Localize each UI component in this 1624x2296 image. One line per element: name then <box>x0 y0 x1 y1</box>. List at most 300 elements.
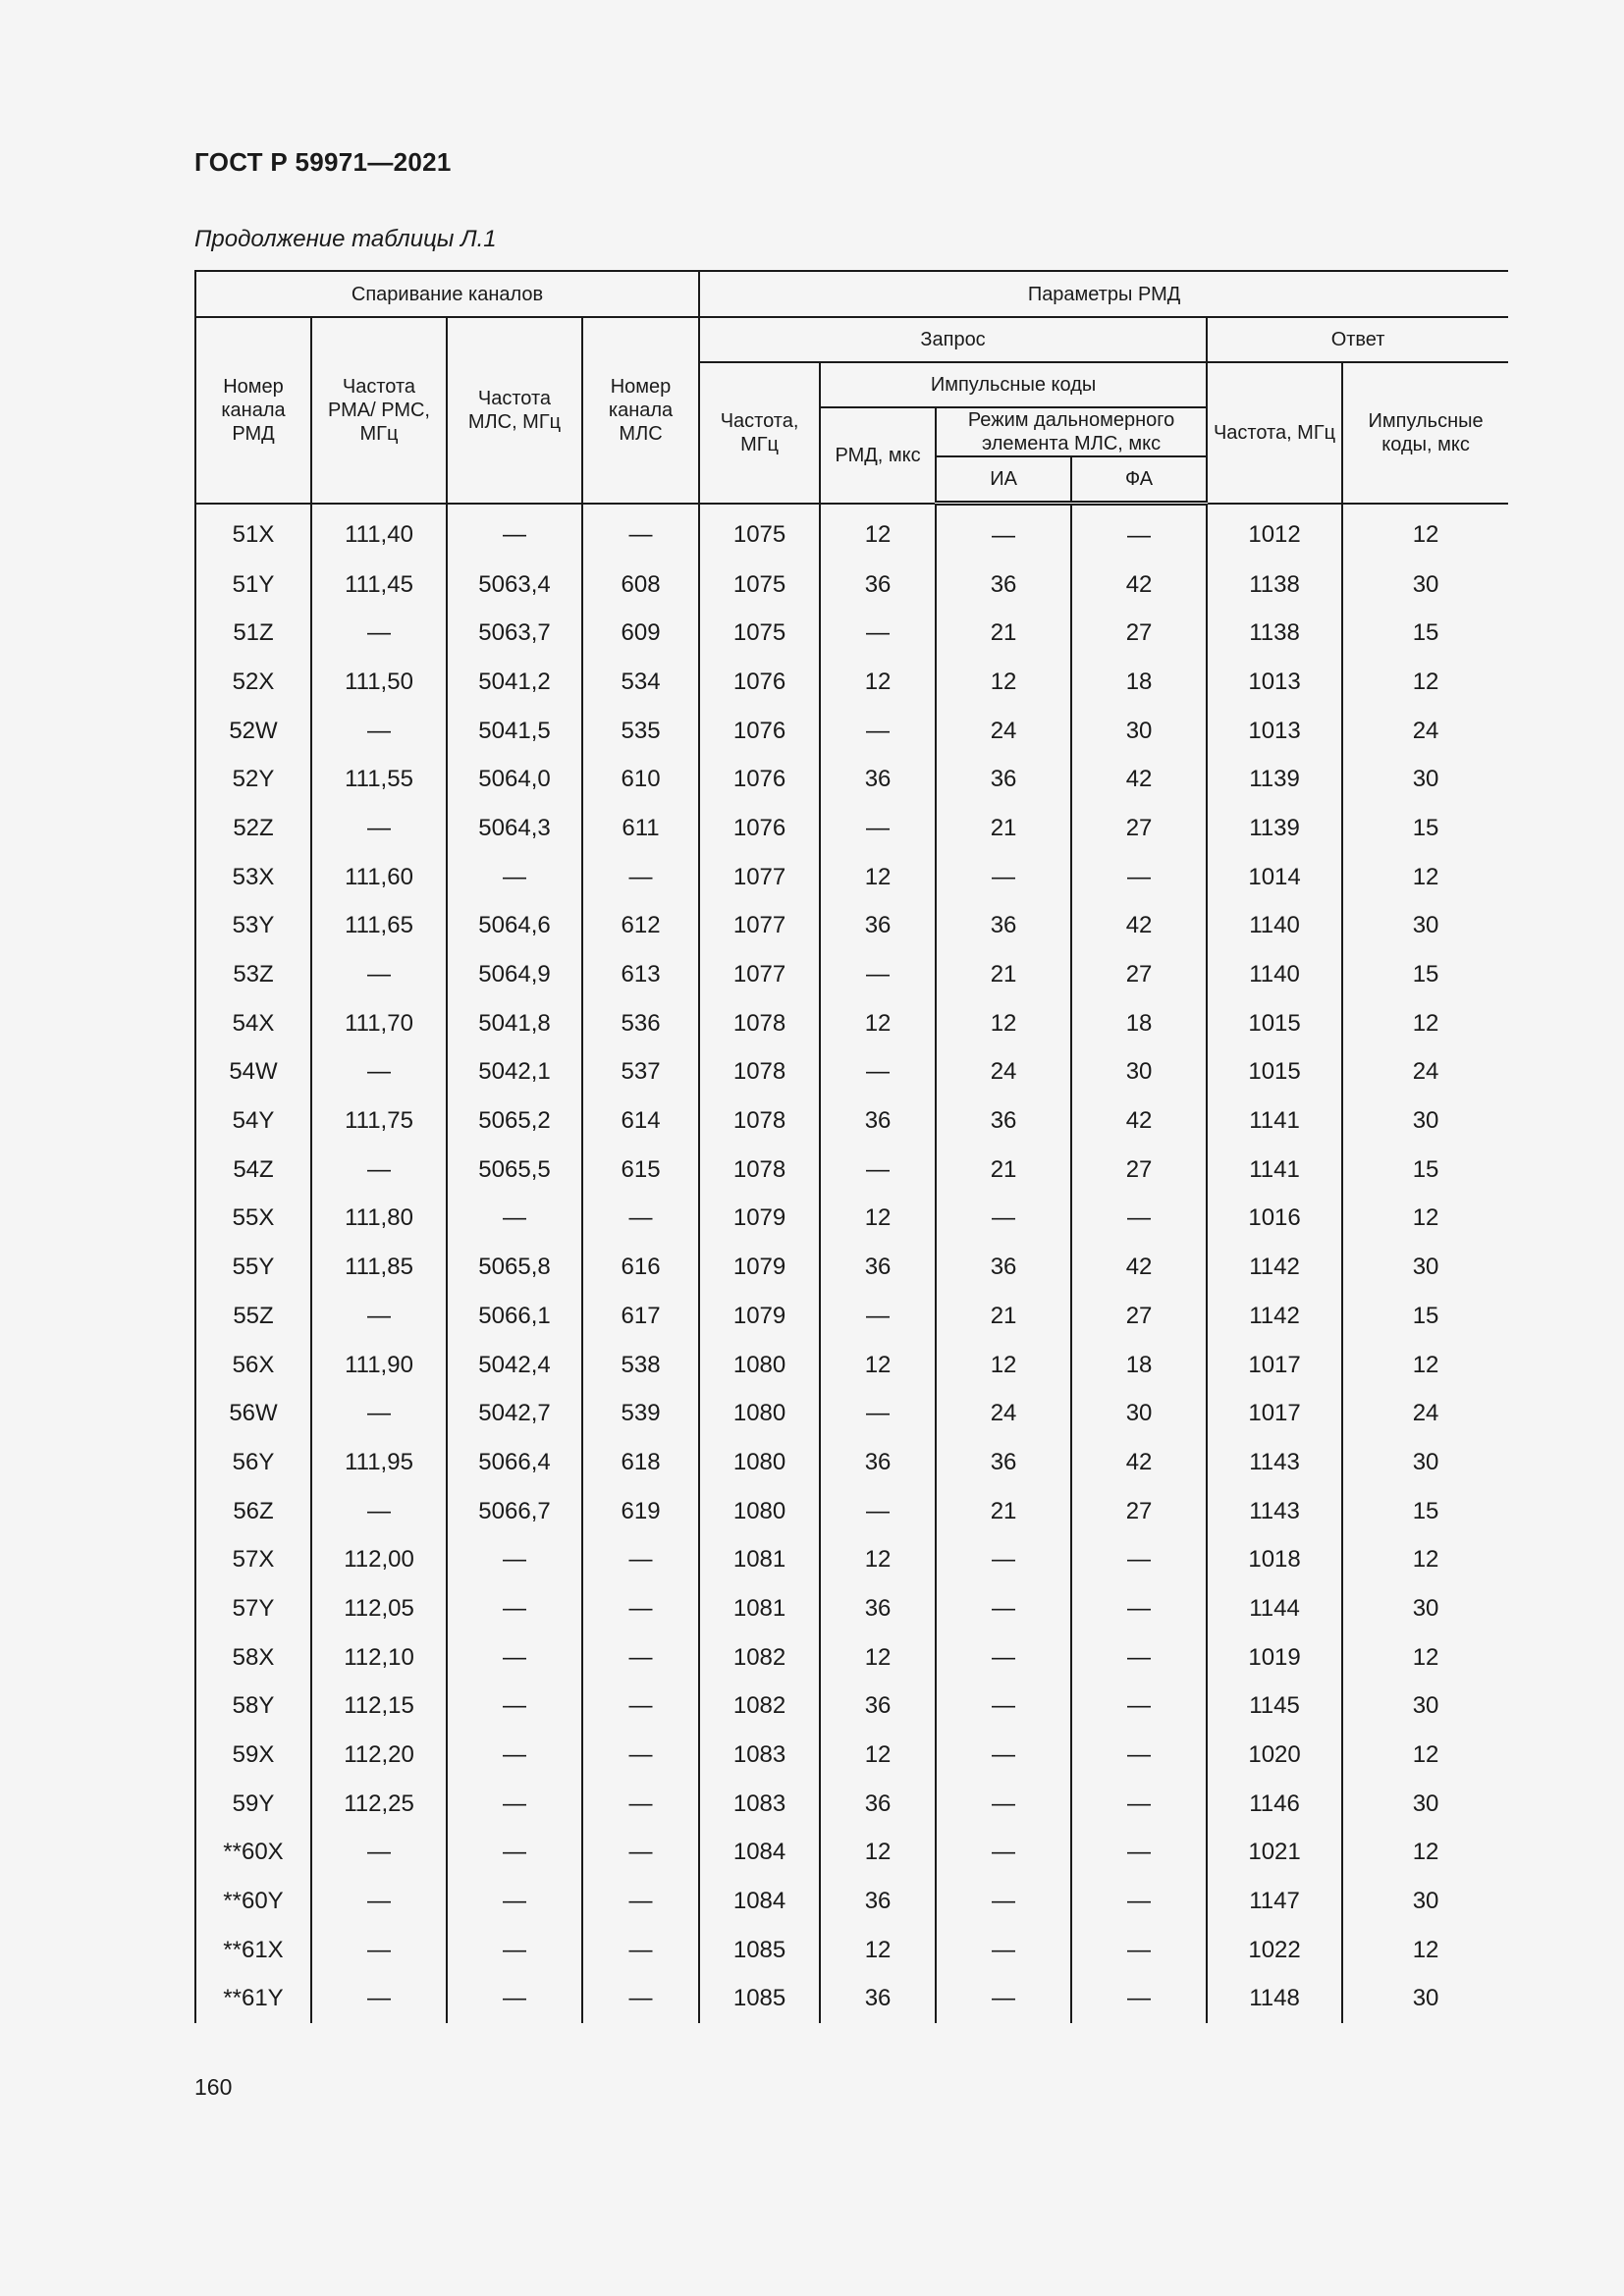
cell-reply-code: 12 <box>1342 1731 1508 1780</box>
cell-dme-code: — <box>820 1487 936 1536</box>
cell-reply-frequency: 1014 <box>1207 853 1342 902</box>
cell-dme-code: 12 <box>820 658 936 707</box>
header-dme-channel-number: Номер канала РМД <box>195 317 311 504</box>
table-row <box>195 1438 1508 1487</box>
cell-mls-channel: 616 <box>582 1243 699 1292</box>
cell-fa-code: 27 <box>1071 1292 1207 1341</box>
cell-reply-frequency: 1142 <box>1207 1243 1342 1292</box>
cell-dme-code: 36 <box>820 1243 936 1292</box>
cell-mls-channel: — <box>582 1633 699 1682</box>
header-mls-dme-mode: Режим дальномерного элемента МЛС, мкс <box>936 407 1207 456</box>
cell-reply-frequency: 1017 <box>1207 1389 1342 1438</box>
cell-dme-channel: 57Y <box>195 1584 311 1633</box>
cell-mls-channel: — <box>582 1195 699 1244</box>
table-row <box>195 1731 1508 1780</box>
cell-dme-code: — <box>820 804 936 853</box>
cell-reply-frequency: 1012 <box>1207 504 1342 561</box>
cell-ia-code: 12 <box>936 658 1071 707</box>
cell-mls-channel: 610 <box>582 755 699 804</box>
cell-fa-code: 27 <box>1071 950 1207 999</box>
cell-fa-code: — <box>1071 1829 1207 1878</box>
header-reply-frequency: Частота, МГц <box>1207 362 1342 504</box>
cell-mls-channel: 534 <box>582 658 699 707</box>
cell-request-frequency: 1082 <box>699 1633 820 1682</box>
cell-reply-code: 15 <box>1342 950 1508 999</box>
cell-reply-frequency: 1013 <box>1207 707 1342 756</box>
cell-vor-frequency: — <box>311 1829 447 1878</box>
cell-reply-code: 30 <box>1342 1682 1508 1732</box>
cell-mls-frequency: — <box>447 1633 582 1682</box>
cell-fa-code: 42 <box>1071 902 1207 951</box>
cell-fa-code: — <box>1071 1731 1207 1780</box>
cell-ia-code: — <box>936 1195 1071 1244</box>
cell-mls-frequency: 5066,4 <box>447 1438 582 1487</box>
cell-dme-code: 36 <box>820 1780 936 1829</box>
cell-fa-code: — <box>1071 1877 1207 1926</box>
cell-mls-frequency: 5063,4 <box>447 561 582 610</box>
cell-reply-frequency: 1144 <box>1207 1584 1342 1633</box>
header-reply: Ответ <box>1207 317 1508 362</box>
table-row <box>195 1341 1508 1390</box>
cell-request-frequency: 1078 <box>699 999 820 1048</box>
cell-request-frequency: 1075 <box>699 504 820 561</box>
cell-request-frequency: 1077 <box>699 853 820 902</box>
cell-dme-code: 36 <box>820 1975 936 2024</box>
cell-request-frequency: 1078 <box>699 1146 820 1195</box>
cell-vor-frequency: 111,70 <box>311 999 447 1048</box>
table-row <box>195 1877 1508 1926</box>
cell-reply-frequency: 1016 <box>1207 1195 1342 1244</box>
cell-dme-channel: 56W <box>195 1389 311 1438</box>
cell-fa-code: 30 <box>1071 707 1207 756</box>
cell-dme-code: 12 <box>820 1731 936 1780</box>
cell-mls-frequency: 5064,3 <box>447 804 582 853</box>
cell-request-frequency: 1085 <box>699 1975 820 2024</box>
cell-mls-frequency: — <box>447 1682 582 1732</box>
cell-request-frequency: 1084 <box>699 1829 820 1878</box>
cell-reply-frequency: 1141 <box>1207 1146 1342 1195</box>
cell-mls-frequency: — <box>447 1926 582 1975</box>
cell-reply-frequency: 1145 <box>1207 1682 1342 1732</box>
cell-vor-frequency: — <box>311 1292 447 1341</box>
channel-table <box>194 270 1508 2023</box>
cell-reply-code: 24 <box>1342 1389 1508 1438</box>
cell-reply-frequency: 1138 <box>1207 609 1342 658</box>
cell-dme-channel: 53Y <box>195 902 311 951</box>
cell-mls-channel: — <box>582 1584 699 1633</box>
cell-request-frequency: 1081 <box>699 1535 820 1584</box>
cell-reply-frequency: 1017 <box>1207 1341 1342 1390</box>
cell-dme-channel: 56X <box>195 1341 311 1390</box>
cell-ia-code: — <box>936 1780 1071 1829</box>
cell-reply-frequency: 1148 <box>1207 1975 1342 2024</box>
cell-reply-frequency: 1141 <box>1207 1096 1342 1146</box>
cell-request-frequency: 1080 <box>699 1389 820 1438</box>
cell-fa-code: — <box>1071 1926 1207 1975</box>
table-row <box>195 1780 1508 1829</box>
table-row <box>195 658 1508 707</box>
cell-mls-channel: — <box>582 1682 699 1732</box>
cell-reply-code: 12 <box>1342 1341 1508 1390</box>
cell-ia-code: — <box>936 504 1071 561</box>
cell-ia-code: — <box>936 1731 1071 1780</box>
cell-ia-code: 24 <box>936 1048 1071 1097</box>
cell-reply-code: 15 <box>1342 1292 1508 1341</box>
cell-dme-channel: 54W <box>195 1048 311 1097</box>
cell-dme-code: — <box>820 609 936 658</box>
cell-dme-channel: 51Z <box>195 609 311 658</box>
cell-reply-code: 30 <box>1342 561 1508 610</box>
table-row <box>195 1146 1508 1195</box>
cell-mls-frequency: 5065,5 <box>447 1146 582 1195</box>
cell-vor-frequency: — <box>311 1048 447 1097</box>
cell-dme-code: 36 <box>820 755 936 804</box>
cell-reply-code: 30 <box>1342 1243 1508 1292</box>
cell-dme-code: 12 <box>820 1633 936 1682</box>
table-row <box>195 1195 1508 1244</box>
cell-vor-frequency: 111,75 <box>311 1096 447 1146</box>
table-row <box>195 853 1508 902</box>
cell-dme-channel: 51X <box>195 504 311 561</box>
cell-dme-code: 12 <box>820 853 936 902</box>
cell-fa-code: — <box>1071 853 1207 902</box>
cell-ia-code: 36 <box>936 755 1071 804</box>
cell-mls-frequency: — <box>447 1535 582 1584</box>
cell-dme-code: 36 <box>820 1682 936 1732</box>
cell-reply-frequency: 1147 <box>1207 1877 1342 1926</box>
cell-mls-channel: — <box>582 1829 699 1878</box>
cell-reply-frequency: 1140 <box>1207 950 1342 999</box>
cell-ia-code: 12 <box>936 1341 1071 1390</box>
cell-dme-channel: 59X <box>195 1731 311 1780</box>
cell-ia-code: — <box>936 1926 1071 1975</box>
cell-ia-code: — <box>936 1975 1071 2024</box>
cell-ia-code: 21 <box>936 1292 1071 1341</box>
cell-mls-frequency: 5064,0 <box>447 755 582 804</box>
cell-request-frequency: 1079 <box>699 1243 820 1292</box>
cell-fa-code: 42 <box>1071 561 1207 610</box>
cell-vor-frequency: 112,15 <box>311 1682 447 1732</box>
cell-mls-channel: — <box>582 504 699 561</box>
header-fa: ФА <box>1071 456 1207 504</box>
cell-request-frequency: 1077 <box>699 902 820 951</box>
cell-dme-channel: 53Z <box>195 950 311 999</box>
cell-reply-code: 30 <box>1342 755 1508 804</box>
cell-dme-channel: 54Y <box>195 1096 311 1146</box>
table-row <box>195 1292 1508 1341</box>
cell-dme-code: 12 <box>820 1829 936 1878</box>
table-row <box>195 1535 1508 1584</box>
cell-ia-code: 36 <box>936 902 1071 951</box>
cell-fa-code: 30 <box>1071 1048 1207 1097</box>
cell-mls-channel: 536 <box>582 999 699 1048</box>
cell-reply-code: 15 <box>1342 1146 1508 1195</box>
cell-reply-frequency: 1142 <box>1207 1292 1342 1341</box>
cell-fa-code: 27 <box>1071 1487 1207 1536</box>
cell-mls-frequency: 5042,1 <box>447 1048 582 1097</box>
cell-dme-channel: 57X <box>195 1535 311 1584</box>
cell-dme-code: 36 <box>820 1096 936 1146</box>
header-mls-frequency: Частота МЛС, МГц <box>447 317 582 504</box>
cell-dme-channel: **60Y <box>195 1877 311 1926</box>
table-row <box>195 804 1508 853</box>
header-dme-parameters: Параметры РМД <box>699 271 1508 317</box>
cell-reply-frequency: 1019 <box>1207 1633 1342 1682</box>
cell-dme-channel: 54Z <box>195 1146 311 1195</box>
cell-dme-channel: 59Y <box>195 1780 311 1829</box>
cell-mls-frequency: — <box>447 1829 582 1878</box>
cell-dme-channel: **61Y <box>195 1975 311 2024</box>
cell-ia-code: 36 <box>936 1438 1071 1487</box>
cell-dme-code: 36 <box>820 902 936 951</box>
cell-mls-channel: — <box>582 1877 699 1926</box>
cell-mls-channel: 619 <box>582 1487 699 1536</box>
cell-reply-code: 15 <box>1342 1487 1508 1536</box>
cell-dme-code: 12 <box>820 1535 936 1584</box>
cell-mls-channel: — <box>582 853 699 902</box>
cell-mls-channel: — <box>582 1926 699 1975</box>
cell-reply-code: 30 <box>1342 1096 1508 1146</box>
table-row <box>195 1584 1508 1633</box>
cell-ia-code: — <box>936 853 1071 902</box>
header-reply-pulse-codes: Импульсные коды, мкс <box>1342 362 1508 504</box>
cell-ia-code: — <box>936 1877 1071 1926</box>
cell-mls-channel: 618 <box>582 1438 699 1487</box>
cell-mls-frequency: 5066,1 <box>447 1292 582 1341</box>
cell-dme-code: — <box>820 1048 936 1097</box>
table-body <box>195 504 1508 2024</box>
cell-reply-code: 30 <box>1342 902 1508 951</box>
cell-request-frequency: 1081 <box>699 1584 820 1633</box>
cell-vor-frequency: 111,50 <box>311 658 447 707</box>
cell-dme-channel: 53X <box>195 853 311 902</box>
cell-reply-frequency: 1022 <box>1207 1926 1342 1975</box>
cell-dme-code: 12 <box>820 1926 936 1975</box>
cell-vor-frequency: 111,45 <box>311 561 447 610</box>
cell-mls-frequency: — <box>447 1731 582 1780</box>
cell-vor-frequency: — <box>311 1389 447 1438</box>
table-row <box>195 1682 1508 1732</box>
table-row <box>195 1096 1508 1146</box>
header-request: Запрос <box>699 317 1207 362</box>
table-row <box>195 504 1508 561</box>
cell-fa-code: — <box>1071 1633 1207 1682</box>
cell-mls-channel: 614 <box>582 1096 699 1146</box>
cell-fa-code: 42 <box>1071 1438 1207 1487</box>
cell-fa-code: — <box>1071 1535 1207 1584</box>
cell-ia-code: — <box>936 1633 1071 1682</box>
table-row <box>195 609 1508 658</box>
cell-vor-frequency: 112,20 <box>311 1731 447 1780</box>
cell-fa-code: 42 <box>1071 1096 1207 1146</box>
cell-mls-frequency: 5064,9 <box>447 950 582 999</box>
cell-vor-frequency: 111,55 <box>311 755 447 804</box>
cell-fa-code: 27 <box>1071 804 1207 853</box>
cell-dme-channel: **60X <box>195 1829 311 1878</box>
cell-fa-code: 27 <box>1071 609 1207 658</box>
cell-ia-code: 21 <box>936 609 1071 658</box>
cell-request-frequency: 1080 <box>699 1341 820 1390</box>
cell-vor-frequency: 112,05 <box>311 1584 447 1633</box>
cell-ia-code: 24 <box>936 707 1071 756</box>
cell-dme-channel: 58Y <box>195 1682 311 1732</box>
cell-reply-frequency: 1018 <box>1207 1535 1342 1584</box>
cell-ia-code: 21 <box>936 1487 1071 1536</box>
cell-mls-frequency: 5042,7 <box>447 1389 582 1438</box>
document-header: ГОСТ Р 59971—2021 <box>194 147 452 177</box>
header-mls-channel-number: Номер канала МЛС <box>582 317 699 504</box>
cell-request-frequency: 1076 <box>699 658 820 707</box>
cell-mls-channel: — <box>582 1975 699 2024</box>
cell-vor-frequency: — <box>311 1926 447 1975</box>
cell-ia-code: 24 <box>936 1389 1071 1438</box>
cell-request-frequency: 1084 <box>699 1877 820 1926</box>
cell-vor-frequency: 111,85 <box>311 1243 447 1292</box>
table-row <box>195 755 1508 804</box>
cell-dme-code: 36 <box>820 1877 936 1926</box>
cell-dme-code: 12 <box>820 504 936 561</box>
cell-dme-channel: 52W <box>195 707 311 756</box>
table-row <box>195 561 1508 610</box>
cell-mls-channel: 535 <box>582 707 699 756</box>
cell-reply-frequency: 1015 <box>1207 1048 1342 1097</box>
cell-request-frequency: 1075 <box>699 561 820 610</box>
cell-fa-code: — <box>1071 1975 1207 2024</box>
cell-mls-frequency: — <box>447 1584 582 1633</box>
table-container <box>194 270 1508 2047</box>
cell-mls-frequency: 5065,8 <box>447 1243 582 1292</box>
cell-vor-frequency: — <box>311 1146 447 1195</box>
cell-reply-code: 12 <box>1342 504 1508 561</box>
cell-mls-frequency: 5041,8 <box>447 999 582 1048</box>
cell-mls-frequency: 5041,5 <box>447 707 582 756</box>
cell-dme-channel: 56Y <box>195 1438 311 1487</box>
cell-fa-code: — <box>1071 1682 1207 1732</box>
cell-dme-channel: 54X <box>195 999 311 1048</box>
cell-reply-code: 15 <box>1342 804 1508 853</box>
cell-ia-code: 36 <box>936 561 1071 610</box>
cell-ia-code: 21 <box>936 804 1071 853</box>
cell-vor-frequency: — <box>311 1975 447 2024</box>
cell-vor-frequency: — <box>311 609 447 658</box>
cell-ia-code: — <box>936 1829 1071 1878</box>
cell-reply-code: 12 <box>1342 1195 1508 1244</box>
cell-mls-channel: 612 <box>582 902 699 951</box>
cell-dme-channel: 52Z <box>195 804 311 853</box>
cell-dme-code: 36 <box>820 1584 936 1633</box>
table-row <box>195 1926 1508 1975</box>
cell-vor-frequency: 112,00 <box>311 1535 447 1584</box>
cell-mls-channel: 537 <box>582 1048 699 1097</box>
cell-request-frequency: 1079 <box>699 1195 820 1244</box>
cell-fa-code: — <box>1071 1584 1207 1633</box>
cell-request-frequency: 1083 <box>699 1780 820 1829</box>
cell-request-frequency: 1076 <box>699 707 820 756</box>
cell-dme-channel: 58X <box>195 1633 311 1682</box>
cell-dme-channel: 52Y <box>195 755 311 804</box>
cell-mls-frequency: — <box>447 504 582 561</box>
cell-dme-channel: 52X <box>195 658 311 707</box>
cell-dme-channel: 55X <box>195 1195 311 1244</box>
cell-ia-code: 21 <box>936 1146 1071 1195</box>
cell-mls-frequency: 5042,4 <box>447 1341 582 1390</box>
cell-request-frequency: 1077 <box>699 950 820 999</box>
cell-mls-channel: — <box>582 1535 699 1584</box>
cell-request-frequency: 1076 <box>699 755 820 804</box>
table-row <box>195 1048 1508 1097</box>
cell-request-frequency: 1079 <box>699 1292 820 1341</box>
cell-mls-channel: — <box>582 1731 699 1780</box>
cell-vor-frequency: 111,90 <box>311 1341 447 1390</box>
table-row <box>195 1243 1508 1292</box>
cell-dme-code: 36 <box>820 1438 936 1487</box>
cell-dme-channel: 51Y <box>195 561 311 610</box>
cell-fa-code: 27 <box>1071 1146 1207 1195</box>
cell-vor-frequency: 111,65 <box>311 902 447 951</box>
cell-vor-frequency: 111,80 <box>311 1195 447 1244</box>
cell-mls-frequency: 5064,6 <box>447 902 582 951</box>
cell-reply-frequency: 1140 <box>1207 902 1342 951</box>
table-row <box>195 1975 1508 2024</box>
cell-mls-frequency: — <box>447 1975 582 2024</box>
cell-mls-frequency: — <box>447 853 582 902</box>
cell-ia-code: — <box>936 1584 1071 1633</box>
cell-dme-code: — <box>820 1146 936 1195</box>
header-request-frequency: Частота, МГц <box>699 362 820 504</box>
table-row <box>195 707 1508 756</box>
cell-mls-frequency: 5066,7 <box>447 1487 582 1536</box>
cell-dme-channel: 56Z <box>195 1487 311 1536</box>
cell-dme-code: — <box>820 1292 936 1341</box>
table-caption: Продолжение таблицы Л.1 <box>194 226 497 252</box>
table-row <box>195 1633 1508 1682</box>
cell-reply-frequency: 1143 <box>1207 1438 1342 1487</box>
cell-fa-code: 18 <box>1071 999 1207 1048</box>
cell-fa-code: 30 <box>1071 1389 1207 1438</box>
cell-ia-code: 36 <box>936 1096 1071 1146</box>
table-row <box>195 1829 1508 1878</box>
cell-reply-code: 24 <box>1342 1048 1508 1097</box>
cell-dme-code: 12 <box>820 1341 936 1390</box>
cell-request-frequency: 1080 <box>699 1438 820 1487</box>
table-header <box>195 271 1508 504</box>
cell-dme-code: — <box>820 950 936 999</box>
cell-mls-frequency: — <box>447 1780 582 1829</box>
cell-mls-channel: 617 <box>582 1292 699 1341</box>
cell-reply-code: 30 <box>1342 1780 1508 1829</box>
table-row <box>195 1487 1508 1536</box>
cell-ia-code: 36 <box>936 1243 1071 1292</box>
cell-vor-frequency: 111,40 <box>311 504 447 561</box>
cell-reply-code: 30 <box>1342 1584 1508 1633</box>
cell-mls-channel: — <box>582 1780 699 1829</box>
cell-dme-code: — <box>820 707 936 756</box>
cell-reply-code: 30 <box>1342 1438 1508 1487</box>
cell-ia-code: — <box>936 1682 1071 1732</box>
cell-reply-code: 30 <box>1342 1877 1508 1926</box>
cell-reply-code: 12 <box>1342 1926 1508 1975</box>
cell-reply-frequency: 1020 <box>1207 1731 1342 1780</box>
header-ia: ИА <box>936 456 1071 504</box>
cell-request-frequency: 1078 <box>699 1048 820 1097</box>
cell-mls-channel: 539 <box>582 1389 699 1438</box>
page-number: 160 <box>194 2074 233 2100</box>
table-row <box>195 902 1508 951</box>
cell-vor-frequency: 111,95 <box>311 1438 447 1487</box>
cell-request-frequency: 1083 <box>699 1731 820 1780</box>
cell-vor-frequency: — <box>311 950 447 999</box>
cell-reply-code: 24 <box>1342 707 1508 756</box>
